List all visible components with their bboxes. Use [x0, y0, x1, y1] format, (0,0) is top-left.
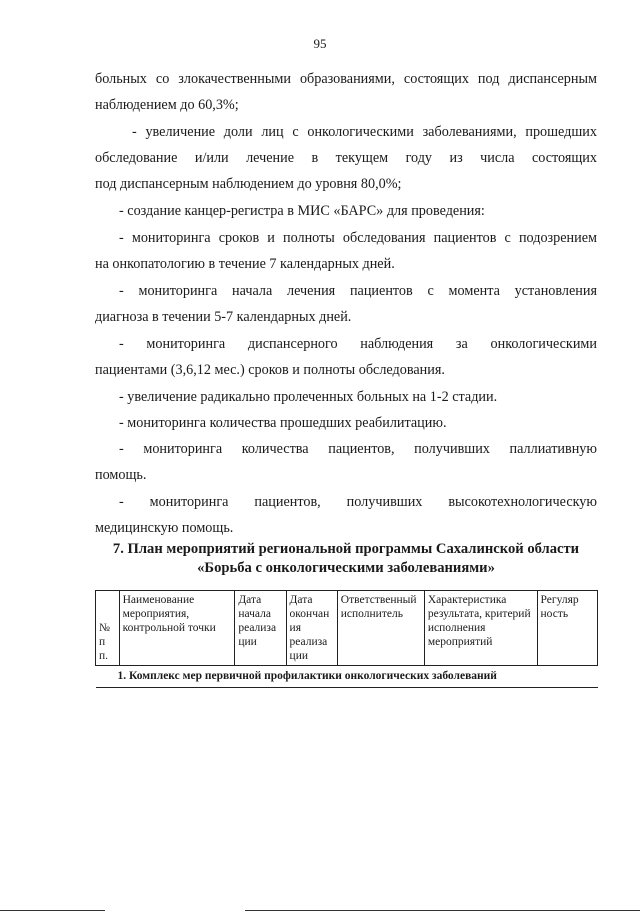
paragraph-line: пациентами (3,6,12 мес.) сроков и полноты обследования. [95, 362, 445, 378]
paragraph-line: - мониторинга сроков и полноты обследования пациентов с подозрением [119, 230, 597, 246]
paragraph-line: больных со злокачественными образованиями, состоящих под диспансерным [95, 71, 597, 87]
paragraph-line: - увеличение доли лиц с онкологическими заболеваниями, прошедших [132, 124, 597, 140]
paragraph-line: медицинскую помощь. [95, 520, 234, 536]
paragraph-line: обследование и/или лечение в текущем году из числа состоящих [95, 150, 597, 166]
section-heading-line: 7. План мероприятий региональной программы Сахалинской области [112, 541, 580, 557]
page-number: 95 [313, 36, 327, 51]
paragraph-line: - мониторинга начала лечения пациентов с момента установления [119, 283, 597, 299]
paragraph-line: - мониторинга пациентов, получивших высокотехнологическую [119, 494, 597, 510]
header-date-end: Дата окончан ия реализа ции [286, 591, 337, 666]
paragraph-line: на онкопатологию в течение 7 календарных дней. [95, 256, 395, 272]
header-num: № п п. [96, 591, 120, 666]
header-result: Характеристика результата, критерий исполнения мероприятий [424, 591, 537, 666]
table-header-row [96, 591, 598, 666]
section-heading [95, 540, 597, 578]
scan-edge-line [0, 910, 105, 911]
section-1-title: 1. Комплекс мер первичной профилактики онкологических заболеваний [96, 666, 598, 688]
table-section-row [96, 666, 598, 688]
scan-edge-line [245, 910, 640, 911]
paragraph-line: диагноза в течении 5-7 календарных дней. [95, 309, 352, 325]
plan-table [95, 590, 598, 688]
paragraph-line: - мониторинга количества пациентов, получивших паллиативную [119, 441, 597, 457]
paragraph-line: - увеличение радикально пролеченных больных на 1-2 стадии. [119, 389, 498, 405]
header-executor: Ответственный исполнитель [337, 591, 424, 666]
paragraph-line: наблюдением до 60,3%; [95, 97, 239, 113]
header-name: Наименование мероприятия, контрольной точки [119, 591, 235, 666]
paragraph-line: помощь. [95, 467, 147, 483]
header-regularity: Регуляр ность [537, 591, 597, 666]
paragraph-line: - мониторинга диспансерного наблюдения за онкологическими [119, 336, 597, 352]
paragraph-line: - создание канцер-регистра в МИС «БАРС» для проведения: [119, 203, 485, 219]
header-date-start: Дата начала реализа ции [235, 591, 286, 666]
paragraph-line: - мониторинга количества прошедших реабилитацию. [119, 415, 447, 431]
paragraph-line: под диспансерным наблюдением до уровня 80,0%; [95, 176, 402, 192]
section-heading-line: «Борьба с онкологическими заболеваниями» [197, 560, 495, 576]
